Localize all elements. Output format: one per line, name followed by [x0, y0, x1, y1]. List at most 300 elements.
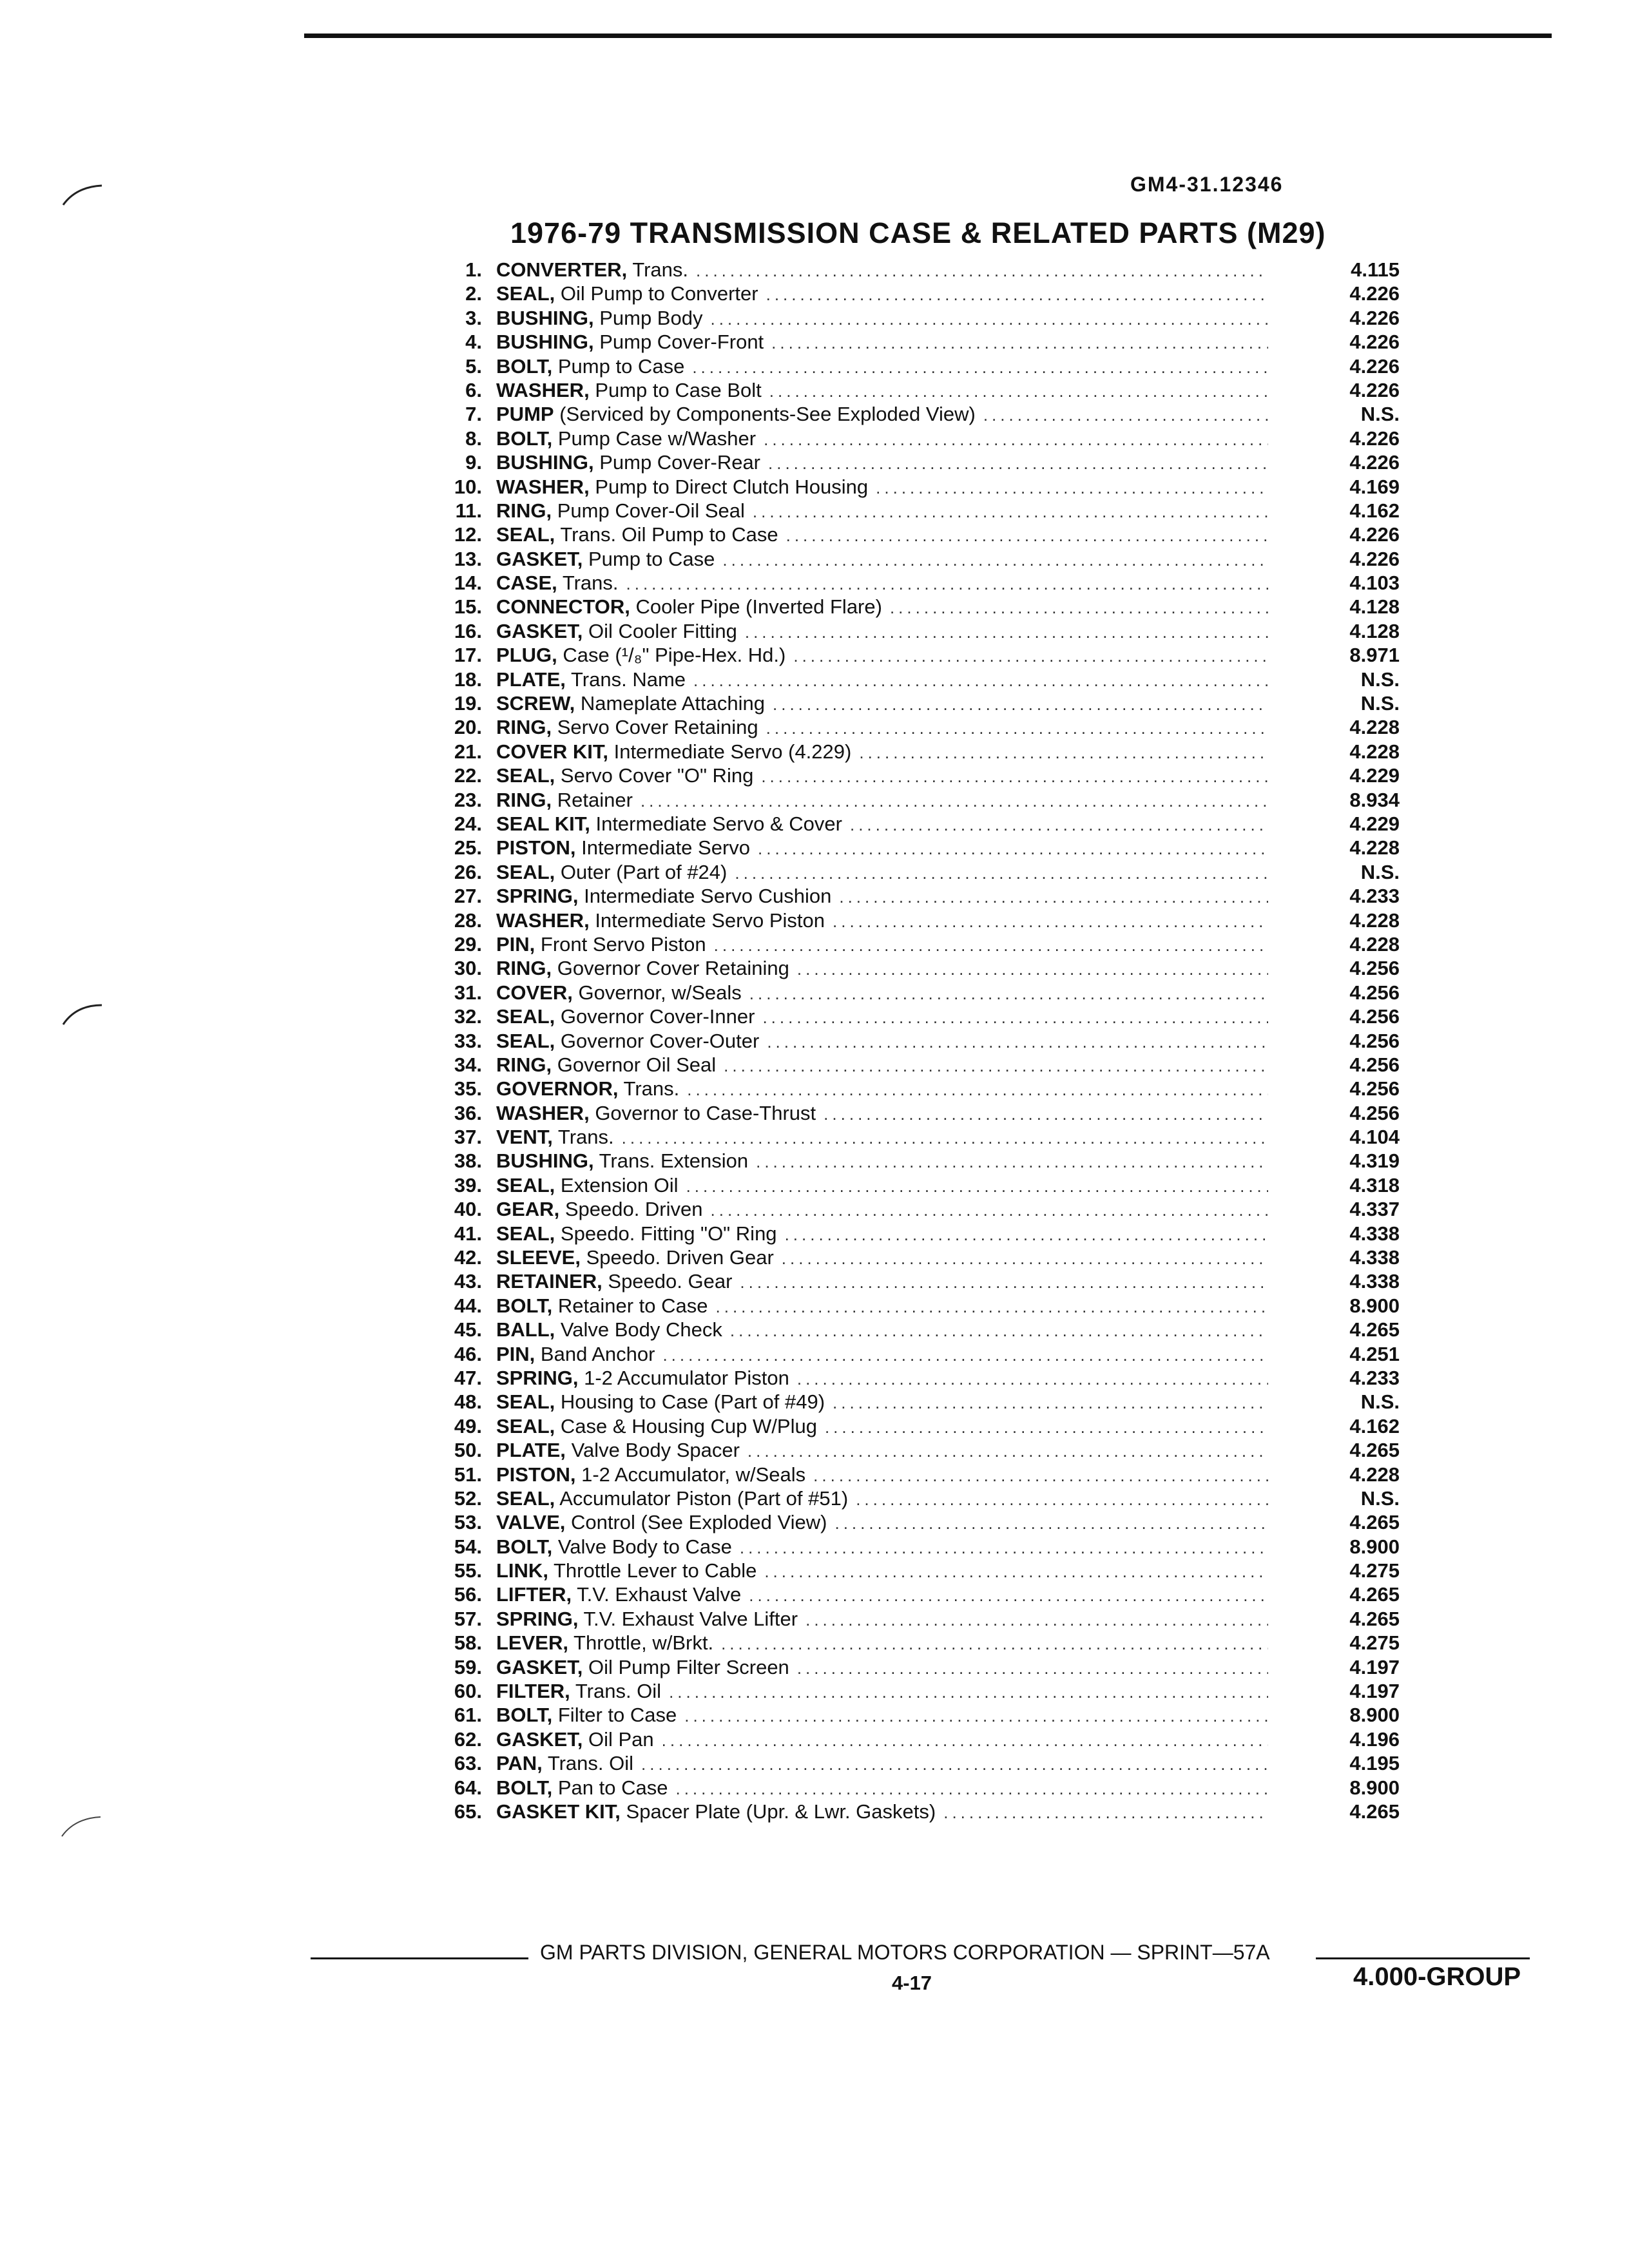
dot-leader [839, 885, 1268, 909]
part-number: 1. [465, 258, 482, 281]
part-number: 12. [454, 523, 482, 546]
part-description: Intermediate Servo (4.229) [613, 740, 852, 763]
part-row [425, 1463, 1405, 1486]
part-description: Governor Cover Retaining [557, 957, 789, 980]
part-number: 61. [454, 1704, 482, 1727]
group-reference: 4.229 [1349, 764, 1400, 787]
dot-leader [762, 1006, 1268, 1030]
part-number: 19. [454, 692, 482, 715]
dot-leader [943, 1801, 1268, 1825]
part-row [425, 932, 1405, 956]
group-reference: 4.228 [1349, 716, 1400, 739]
dot-leader [716, 1295, 1269, 1319]
part-description: Pump to Case [588, 547, 715, 570]
part-description: Pump to Case [557, 354, 685, 378]
punch-hole-mark-middle [63, 1005, 102, 1024]
part-description: Oil Pan [588, 1727, 654, 1751]
part-description: 1-2 Accumulator, w/Seals [581, 1463, 806, 1486]
dot-leader [675, 1777, 1268, 1801]
part-number: 38. [454, 1149, 482, 1173]
part-description: Speedo. Gear [608, 1270, 733, 1293]
part-name: CASE, [496, 572, 557, 595]
part-description: Trans. [623, 1077, 680, 1100]
part-name: WASHER, [496, 908, 590, 932]
part-row [425, 1245, 1405, 1269]
group-reference: 4.256 [1349, 1029, 1400, 1052]
group-reference: N.S. [1360, 668, 1400, 691]
part-name: GEAR, [496, 1198, 560, 1221]
group-reference: 4.265 [1349, 1511, 1400, 1534]
part-name: GASKET, [496, 547, 583, 570]
dot-leader [771, 331, 1268, 355]
part-row [425, 1294, 1405, 1318]
dot-leader [797, 957, 1268, 981]
part-description: Valve Body Check [560, 1318, 722, 1341]
part-name: LINK, [496, 1559, 548, 1582]
group-reference: 8.900 [1349, 1294, 1400, 1317]
part-name: VENT, [496, 1126, 553, 1149]
part-row [425, 860, 1405, 884]
group-reference: 4.103 [1349, 572, 1400, 595]
part-description: Front Servo Piston [540, 932, 706, 956]
dot-leader [687, 1078, 1268, 1102]
part-number: 5. [465, 354, 482, 378]
part-row [425, 1631, 1405, 1655]
dot-leader [890, 596, 1268, 620]
part-number: 4. [465, 331, 482, 354]
document-code: GM4-31.12346 [1130, 173, 1284, 196]
part-description: Trans. [562, 572, 619, 595]
part-description: Trans. Oil [547, 1752, 634, 1775]
group-reference: 4.226 [1349, 451, 1400, 474]
part-number: 60. [454, 1680, 482, 1703]
part-name: GASKET KIT, [496, 1800, 621, 1823]
part-row [425, 740, 1405, 764]
part-row [425, 1029, 1405, 1053]
part-description: Pump Cover-Oil Seal [557, 499, 745, 522]
group-reference: 4.128 [1349, 595, 1400, 619]
part-description: Intermediate Servo & Cover [595, 812, 842, 835]
part-row [425, 1197, 1405, 1221]
part-description: Oil Pump to Converter [560, 282, 758, 305]
part-row [425, 956, 1405, 980]
group-reference: 4.256 [1349, 1005, 1400, 1028]
group-reference: 4.228 [1349, 836, 1400, 860]
dot-leader [859, 741, 1268, 765]
part-description: Governor Oil Seal [557, 1053, 717, 1076]
part-row [425, 1486, 1405, 1510]
part-row [425, 1607, 1405, 1631]
group-reference: 4.337 [1349, 1198, 1400, 1221]
part-name: SLEEVE, [496, 1246, 581, 1269]
part-name: SEAL, [496, 1029, 555, 1052]
part-description: Throttle, w/Brkt. [574, 1631, 714, 1655]
group-reference: 4.265 [1349, 1439, 1400, 1462]
part-number: 36. [454, 1101, 482, 1124]
group-reference: 8.900 [1349, 1535, 1400, 1558]
part-description: Servo Cover "O" Ring [560, 764, 754, 787]
part-number: 18. [454, 668, 482, 691]
part-name: CONNECTOR, [496, 595, 630, 619]
dot-leader [641, 1753, 1268, 1776]
part-name: PAN, [496, 1752, 543, 1775]
part-row [425, 330, 1405, 354]
group-reference: 4.233 [1349, 1366, 1400, 1389]
part-row [425, 1438, 1405, 1462]
part-number: 54. [454, 1535, 482, 1558]
part-description: Band Anchor [540, 1342, 655, 1365]
part-row [425, 1366, 1405, 1390]
dot-leader [834, 1512, 1268, 1535]
part-name: BALL, [496, 1318, 555, 1341]
group-reference: N.S. [1360, 1486, 1400, 1510]
part-description: Housing to Case (Part of #49) [560, 1390, 825, 1414]
part-description: Trans. Extension [599, 1149, 749, 1173]
part-row [425, 1679, 1405, 1703]
group-reference: N.S. [1360, 860, 1400, 883]
part-description: Intermediate Servo Cushion [584, 885, 832, 908]
dot-leader [766, 716, 1268, 740]
dot-leader [722, 548, 1268, 572]
dot-leader [749, 982, 1268, 1006]
part-name: RING, [496, 499, 552, 522]
part-row [425, 1125, 1405, 1149]
dot-leader [711, 1198, 1269, 1222]
part-name: SPRING, [496, 885, 579, 908]
part-description: Cooler Pipe (Inverted Flare) [635, 595, 882, 619]
dot-leader [740, 1271, 1268, 1294]
part-number: 24. [454, 812, 482, 835]
part-number: 51. [454, 1463, 482, 1486]
part-name: PISTON, [496, 1463, 576, 1486]
part-row [425, 306, 1405, 330]
group-reference: 4.319 [1349, 1149, 1400, 1173]
dot-leader [626, 572, 1268, 596]
part-name: RETAINER, [496, 1270, 602, 1293]
part-row [425, 715, 1405, 739]
part-description: Pump Body [599, 306, 703, 329]
dot-leader [749, 1584, 1268, 1608]
part-description: Trans. Name [571, 668, 686, 691]
part-description: Spacer Plate (Upr. & Lwr. Gaskets) [626, 1800, 936, 1823]
group-reference: 4.338 [1349, 1222, 1400, 1245]
group-reference: 4.226 [1349, 427, 1400, 450]
part-name: BUSHING, [496, 451, 594, 474]
part-description: Intermediate Servo Piston [595, 908, 825, 932]
group-reference: 4.275 [1349, 1559, 1400, 1582]
dot-leader [833, 1391, 1268, 1415]
part-name: SEAL, [496, 282, 555, 305]
group-reference: 8.934 [1349, 788, 1400, 811]
part-row [425, 1510, 1405, 1534]
dot-leader [747, 1439, 1268, 1463]
dot-leader [641, 789, 1268, 813]
part-row [425, 1269, 1405, 1293]
part-description: Nameplate Attaching [580, 692, 765, 715]
part-row [425, 1414, 1405, 1438]
dot-leader [856, 1488, 1268, 1512]
part-row [425, 571, 1405, 595]
group-reference: 4.275 [1349, 1631, 1400, 1655]
part-name: SEAL, [496, 1486, 555, 1510]
part-row [425, 764, 1405, 787]
part-description: Filter to Case [557, 1704, 677, 1727]
group-reference: 4.197 [1349, 1655, 1400, 1678]
part-number: 46. [454, 1342, 482, 1365]
part-name: BOLT, [496, 427, 553, 450]
part-description: Outer (Part of #24) [560, 860, 728, 883]
dot-leader [764, 1560, 1268, 1584]
dot-leader [710, 307, 1268, 331]
part-description: 1-2 Accumulator Piston [584, 1366, 789, 1389]
part-number: 44. [454, 1294, 482, 1317]
dot-leader [714, 934, 1268, 957]
part-row [425, 643, 1405, 667]
part-name: PUMP [496, 403, 554, 426]
group-reference: 4.196 [1349, 1727, 1400, 1751]
group-reference: N.S. [1360, 403, 1400, 426]
group-reference: 4.197 [1349, 1680, 1400, 1703]
group-reference: 4.226 [1349, 523, 1400, 546]
part-number: 37. [454, 1126, 482, 1149]
part-number: 17. [454, 644, 482, 667]
part-number: 10. [454, 475, 482, 498]
dot-leader [692, 356, 1268, 380]
part-number: 47. [454, 1366, 482, 1389]
footer-publisher: GM PARTS DIVISION, GENERAL MOTORS CORPORATION — SPRINT—57A [540, 1941, 1270, 1964]
part-number: 41. [454, 1222, 482, 1245]
part-name: SEAL, [496, 1222, 555, 1245]
part-row [425, 475, 1405, 499]
part-number: 35. [454, 1077, 482, 1100]
part-number: 14. [454, 572, 482, 595]
dot-leader [753, 500, 1268, 524]
group-reference: 4.226 [1349, 378, 1400, 401]
part-number: 13. [454, 547, 482, 570]
part-description: Case & Housing Cup W/Plug [560, 1414, 817, 1437]
part-description: Pan to Case [557, 1776, 668, 1799]
group-reference: 8.900 [1349, 1776, 1400, 1799]
part-row [425, 1751, 1405, 1775]
part-number: 59. [454, 1655, 482, 1678]
part-description: Governor Cover-Outer [560, 1029, 760, 1052]
part-row [425, 981, 1405, 1004]
part-name: SPRING, [496, 1366, 579, 1389]
part-row [425, 884, 1405, 908]
group-reference: 4.195 [1349, 1752, 1400, 1775]
part-number: 3. [465, 306, 482, 329]
part-name: RING, [496, 716, 552, 739]
part-number: 45. [454, 1318, 482, 1341]
part-name: BOLT, [496, 1704, 553, 1727]
dot-leader [662, 1729, 1268, 1753]
group-reference: N.S. [1360, 692, 1400, 715]
part-row [425, 354, 1405, 378]
group-reference: 4.256 [1349, 957, 1400, 980]
dot-leader [721, 1632, 1268, 1656]
part-number: 64. [454, 1776, 482, 1799]
part-number: 6. [465, 378, 482, 401]
group-reference: 4.256 [1349, 981, 1400, 1004]
page-title: 1976-79 TRANSMISSION CASE & RELATED PARTS (M29) [510, 216, 1326, 249]
part-description: Speedo. Driven Gear [586, 1246, 774, 1269]
part-row [425, 1559, 1405, 1582]
part-name: SEAL, [496, 1173, 555, 1196]
dot-leader [797, 1367, 1268, 1391]
part-description: Throttle Lever to Cable [554, 1559, 757, 1582]
dot-leader [782, 1247, 1268, 1271]
dot-leader [769, 380, 1268, 403]
group-reference: 4.169 [1349, 475, 1400, 498]
part-description: Trans. [557, 1126, 614, 1149]
part-name: RING, [496, 1053, 552, 1076]
group-reference: 4.226 [1349, 331, 1400, 354]
part-description: Speedo. Fitting "O" Ring [560, 1222, 777, 1245]
dot-leader [766, 283, 1268, 307]
part-number: 52. [454, 1486, 482, 1510]
part-number: 55. [454, 1559, 482, 1582]
dot-leader [756, 1150, 1268, 1174]
part-row [425, 1149, 1405, 1173]
dot-leader [764, 428, 1268, 452]
part-name: PISTON, [496, 836, 576, 860]
group-reference: 4.338 [1349, 1270, 1400, 1293]
part-number: 22. [454, 764, 482, 787]
punch-hole-mark-bottom [62, 1817, 101, 1836]
group-reference: 4.226 [1349, 282, 1400, 305]
group-reference: 4.228 [1349, 908, 1400, 932]
part-name: BUSHING, [496, 306, 594, 329]
part-row [425, 1390, 1405, 1414]
part-row [425, 1703, 1405, 1727]
dot-leader [622, 1126, 1268, 1150]
part-name: COVER KIT, [496, 740, 608, 763]
part-row [425, 1173, 1405, 1197]
group-reference: 4.226 [1349, 547, 1400, 570]
part-description: Servo Cover Retaining [557, 716, 758, 739]
part-name: GASKET, [496, 1655, 583, 1678]
dot-leader [850, 813, 1268, 837]
part-description: Accumulator Piston (Part of #51) [559, 1486, 849, 1510]
dot-leader [833, 910, 1268, 934]
footer-rule-left [311, 1957, 528, 1959]
part-name: BUSHING, [496, 1149, 594, 1173]
dot-leader [983, 403, 1268, 427]
part-number: 31. [454, 981, 482, 1004]
part-row [425, 1318, 1405, 1341]
part-description: Pump to Direct Clutch Housing [595, 475, 869, 498]
part-description: Valve Body Spacer [571, 1439, 740, 1462]
part-name: LIFTER, [496, 1583, 572, 1606]
part-number: 43. [454, 1270, 482, 1293]
part-name: BOLT, [496, 354, 553, 378]
dot-leader [773, 693, 1268, 716]
part-row [425, 378, 1405, 402]
part-row [425, 595, 1405, 619]
part-description: Pump Cover-Front [599, 331, 764, 354]
part-number: 30. [454, 957, 482, 980]
part-number: 11. [455, 499, 482, 522]
part-description: Control (See Exploded View) [571, 1511, 827, 1534]
part-number: 40. [454, 1198, 482, 1221]
part-number: 15. [454, 595, 482, 619]
part-number: 27. [454, 885, 482, 908]
part-number: 25. [454, 836, 482, 860]
group-reference: 8.900 [1349, 1704, 1400, 1727]
group-reference: 4.228 [1349, 932, 1400, 956]
part-description: T.V. Exhaust Valve [577, 1583, 742, 1606]
part-name: SEAL, [496, 1005, 555, 1028]
part-name: BOLT, [496, 1776, 553, 1799]
dot-leader [740, 1536, 1268, 1560]
part-number: 21. [454, 740, 482, 763]
part-row [425, 788, 1405, 812]
part-name: WASHER, [496, 378, 590, 401]
dot-leader [669, 1680, 1268, 1704]
part-number: 32. [454, 1005, 482, 1028]
dot-leader [758, 837, 1268, 861]
part-row [425, 812, 1405, 836]
part-name: SPRING, [496, 1607, 579, 1630]
dot-leader [745, 620, 1268, 644]
part-name: COVER, [496, 981, 573, 1004]
part-name: BOLT, [496, 1535, 553, 1558]
part-number: 53. [454, 1511, 482, 1534]
part-number: 42. [454, 1246, 482, 1269]
part-row [425, 908, 1405, 932]
group-reference: 4.233 [1349, 885, 1400, 908]
dot-leader [767, 1030, 1268, 1054]
part-number: 2. [465, 282, 482, 305]
part-description: Trans. [632, 258, 689, 281]
part-name: PLATE, [496, 1439, 566, 1462]
dot-leader [684, 1704, 1268, 1728]
part-number: 8. [465, 427, 482, 450]
part-description: Trans. Oil Pump to Case [560, 523, 778, 546]
part-number: 57. [454, 1607, 482, 1630]
group-reference: 4.338 [1349, 1246, 1400, 1269]
part-name: PIN, [496, 932, 535, 956]
dot-leader [724, 1054, 1268, 1078]
part-description: Governor, w/Seals [578, 981, 742, 1004]
part-number: 62. [454, 1727, 482, 1751]
part-row [425, 523, 1405, 546]
part-number: 29. [454, 932, 482, 956]
group-reference: 4.265 [1349, 1583, 1400, 1606]
part-name: PIN, [496, 1342, 535, 1365]
part-row [425, 402, 1405, 426]
part-name: WASHER, [496, 475, 590, 498]
part-description: Pump to Case Bolt [595, 378, 762, 401]
dot-leader [824, 1102, 1268, 1126]
dot-leader [761, 765, 1268, 789]
part-description: Pump Case w/Washer [557, 427, 757, 450]
part-description: Case (¹/₈" Pipe-Hex. Hd.) [563, 644, 786, 667]
part-row [425, 258, 1405, 282]
part-number: 26. [454, 860, 482, 883]
part-row [425, 427, 1405, 450]
part-name: BOLT, [496, 1294, 553, 1317]
part-name: FILTER, [496, 1680, 570, 1703]
part-row [425, 836, 1405, 860]
part-description: Intermediate Servo [581, 836, 751, 860]
part-number: 20. [454, 716, 482, 739]
group-reference: 4.318 [1349, 1173, 1400, 1196]
part-row [425, 1342, 1405, 1366]
group-reference: 4.226 [1349, 354, 1400, 378]
dot-leader [785, 1223, 1268, 1247]
part-number: 48. [454, 1390, 482, 1414]
